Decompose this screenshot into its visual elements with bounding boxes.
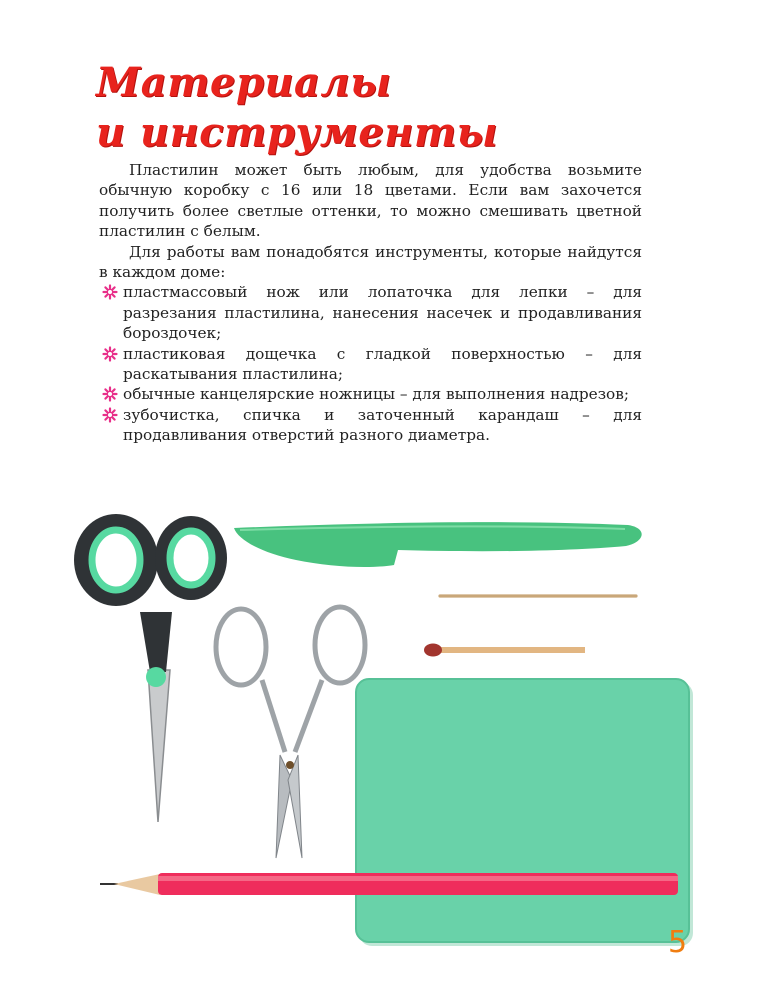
list-item bbox=[99, 405, 642, 446]
title-line-2: и инструменты bbox=[96, 109, 498, 156]
pink-flower-icon bbox=[102, 346, 118, 362]
list-item bbox=[99, 344, 642, 385]
tool-text: пластмассовый нож или лопаточка для лепки – для разрезания пластилина, нанесения насечек и продавливания бороздочек; bbox=[123, 283, 642, 343]
tools-list bbox=[99, 282, 642, 445]
plastic-board bbox=[356, 679, 693, 946]
page-title bbox=[96, 58, 498, 158]
pink-flower-icon bbox=[102, 407, 118, 423]
intro-paragraph-2: Для работы вам понадобятся инструменты, которые найдутся в каждом доме: bbox=[99, 242, 642, 282]
match bbox=[424, 644, 585, 657]
green-handle-scissors bbox=[74, 514, 227, 822]
plastic-knife bbox=[234, 522, 642, 567]
page-number: 5 bbox=[668, 925, 688, 960]
pink-flower-icon bbox=[102, 284, 118, 300]
steel-scissors bbox=[216, 607, 365, 858]
title-line-1: Материалы bbox=[96, 59, 392, 106]
tool-text: обычные канцелярские ножницы – для выполнения надрезов; bbox=[123, 385, 630, 404]
list-item bbox=[99, 384, 642, 404]
list-item bbox=[99, 282, 642, 343]
intro-paragraph-1: Пластилин может быть любым, для удобства возьмите обычную коробку с 16 или 18 цветами. Если вам захочется получить более светлые оттенки, то можно смешивать цветной пластилин с белым. bbox=[99, 161, 642, 241]
tool-text: зубочистка, спичка и заточенный карандаш – для продавливания отверстий разного диаметра. bbox=[123, 405, 642, 445]
pink-flower-icon bbox=[102, 386, 118, 402]
tool-text: пластиковая дощечка с гладкой поверхностью – для раскатывания пластилина; bbox=[123, 344, 642, 384]
pink-pencil bbox=[100, 873, 678, 895]
tools-photo bbox=[70, 500, 720, 960]
body-text bbox=[99, 160, 642, 446]
